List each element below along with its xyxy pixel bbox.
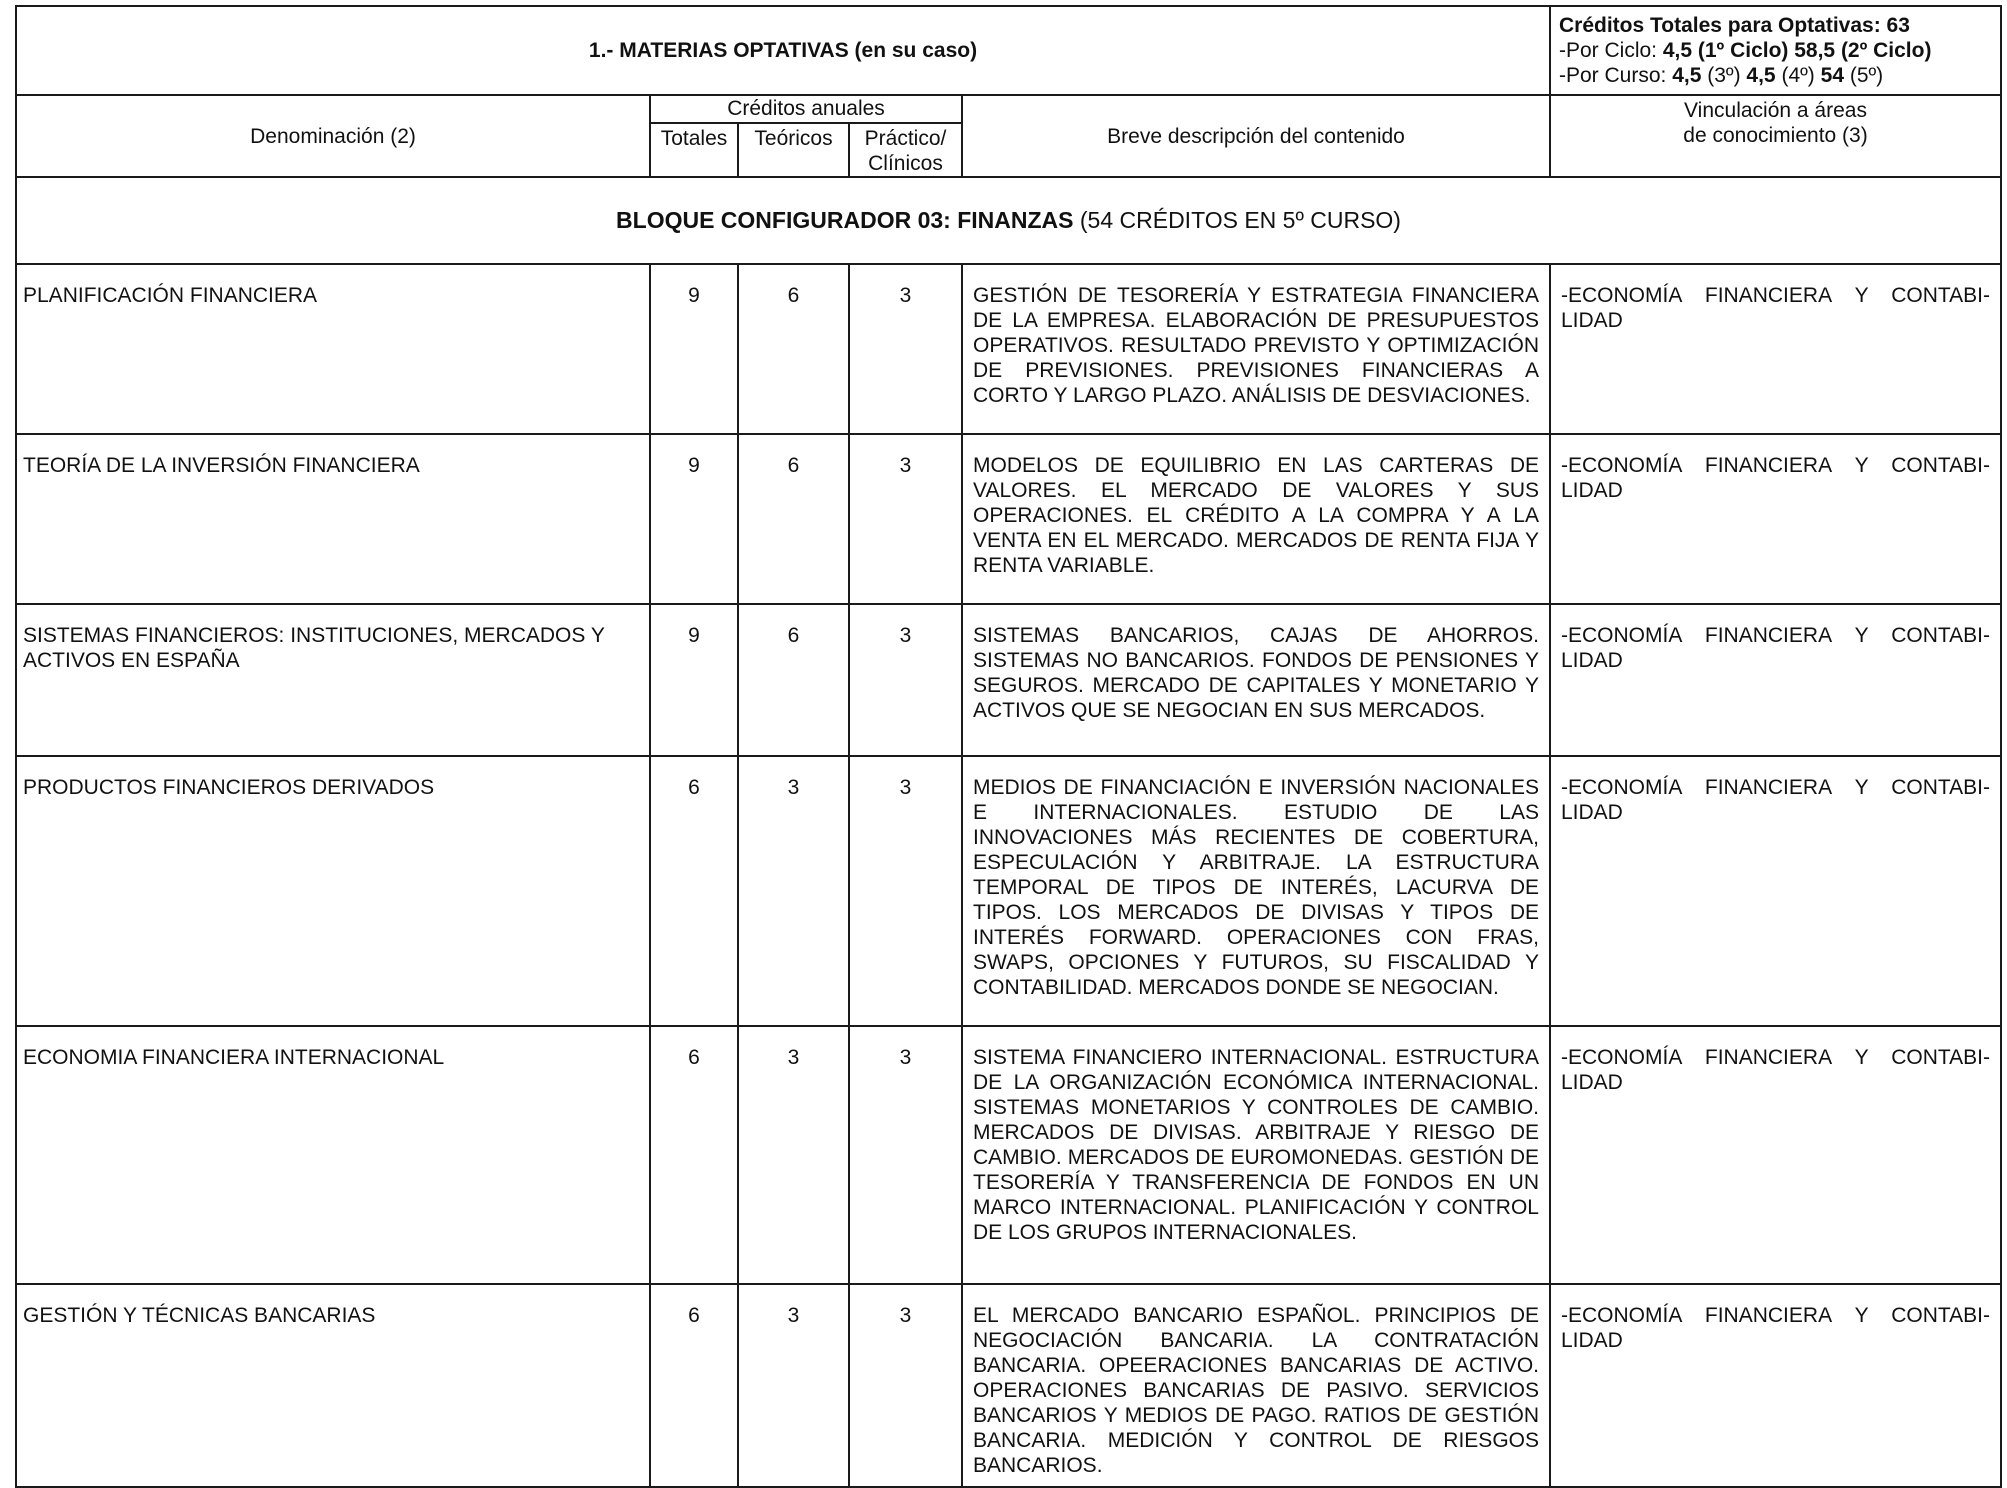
credits-practicos: 3	[849, 1026, 962, 1284]
knowledge-area-word: -ECONOMÍA	[1561, 454, 1683, 477]
title-row	[16, 6, 2001, 95]
knowledge-area-word: CONTABI-	[1891, 776, 1990, 799]
credits-practicos: 3	[849, 1284, 962, 1487]
knowledge-area-word: -ECONOMÍA	[1561, 1046, 1683, 1069]
credits-totales: 6	[650, 1026, 738, 1284]
knowledge-area-word: -ECONOMÍA	[1561, 624, 1683, 647]
col-practicos-line1: Práctico/	[864, 127, 947, 150]
column-header-row-1	[16, 95, 2001, 123]
credits-por-ciclo: -Por Ciclo: 4,5 (1º Ciclo) 58,5 (2º Ciclo)	[1559, 39, 1932, 62]
credits-teoricos: 6	[738, 434, 849, 604]
knowledge-area-word: CONTABI-	[1891, 1304, 1990, 1327]
subject-name: TEORÍA DE LA INVERSIÓN FINANCIERA	[16, 434, 650, 604]
col-denominacion: Denominación (2)	[16, 95, 650, 177]
table-row	[16, 604, 2001, 756]
subject-description: GESTIÓN DE TESORERÍA Y ESTRATEGIA FINANCIERA DE LA EMPRESA. ELABORACIÓN DE PRESUPUESTOS OPERATIVOS. RESULTADO PREVISTO Y OPTIMIZACIÓN DE PREVISIONES. PREVISIONES FINANCIERAS A CORTO Y LARGO PLAZO. ANÁLISIS DE DESVIACIONES.	[962, 264, 1550, 434]
knowledge-area-line2: LIDAD	[1561, 309, 1623, 332]
knowledge-area-word: CONTABI-	[1891, 624, 1990, 647]
credits-teoricos: 3	[738, 1284, 849, 1487]
credits-totales: 6	[650, 1284, 738, 1487]
knowledge-area-line1	[1561, 1303, 1990, 1328]
knowledge-area-word: FINANCIERA	[1704, 624, 1833, 647]
knowledge-area-line1	[1561, 623, 1990, 648]
credits-practicos: 3	[849, 264, 962, 434]
col-teoricos: Teóricos	[738, 123, 849, 177]
subject-description: SISTEMA FINANCIERO INTERNACIONAL. ESTRUCTURA DE LA ORGANIZACIÓN ECONÓMICA INTERNACIONAL. SISTEMAS MONETARIOS Y CONTROLES DE CAMBIO. MERCADOS DE DIVISAS. ARBITRAJE Y RIESGO DE CAMBIO. MERCADOS DE EUROMONEDAS. GESTIÓN DE TESORERÍA Y TRANSFERENCIA DE FONDOS EN UN MARCO INTERNACIONAL. PLANIFICACIÓN Y CONTROL DE LOS GRUPOS INTERNACIONALES.	[962, 1026, 1550, 1284]
knowledge-area-word: FINANCIERA	[1704, 776, 1833, 799]
block-label: BLOQUE CONFIGURADOR 03: FINANZAS	[616, 207, 1074, 233]
optativas-table	[15, 5, 2002, 1488]
col-descripcion: Breve descripción del contenido	[962, 95, 1550, 177]
knowledge-area-line2: LIDAD	[1561, 649, 1623, 672]
col-vinculacion-line2: de conocimiento (3)	[1683, 124, 1868, 147]
block-detail: (54 CRÉDITOS EN 5º CURSO)	[1073, 207, 1401, 233]
knowledge-area-word: FINANCIERA	[1704, 284, 1833, 307]
knowledge-area-word: CONTABI-	[1891, 454, 1990, 477]
table-row	[16, 434, 2001, 604]
subject-rows	[16, 264, 2001, 1487]
knowledge-area-line1	[1561, 283, 1990, 308]
subject-description: MODELOS DE EQUILIBRIO EN LAS CARTERAS DE VALORES. EL MERCADO DE VALORES Y SUS OPERACIONES. EL CRÉDITO A LA COMPRA Y A LA VENTA EN EL MERCADO. MERCADOS DE RENTA FIJA Y RENTA VARIABLE.	[962, 434, 1550, 604]
credits-teoricos: 3	[738, 1026, 849, 1284]
table-row	[16, 264, 2001, 434]
knowledge-area-word: -ECONOMÍA	[1561, 1304, 1683, 1327]
knowledge-area-word: CONTABI-	[1891, 284, 1990, 307]
subject-description: MEDIOS DE FINANCIACIÓN E INVERSIÓN NACIONALES E INTERNACIONALES. ESTUDIO DE LAS INNOVACIONES MÁS RECIENTES DE COBERTURA, ESPECULACIÓN Y ARBITRAJE. LA ESTRUCTURA TEMPORAL DE TIPOS DE INTERÉS, LACURVA DE TIPOS. LOS MERCADOS DE DIVISAS Y TIPOS DE INTERÉS FORWARD. OPERACIONES CON FRAS, SWAPS, OPCIONES Y FUTUROS, SU FISCALIDAD Y CONTABILIDAD. MERCADOS DONDE SE NEGOCIAN.	[962, 756, 1550, 1026]
knowledge-area-word: -ECONOMÍA	[1561, 776, 1683, 799]
knowledge-area	[1550, 434, 2001, 604]
credits-teoricos: 6	[738, 604, 849, 756]
subject-name: ECONOMIA FINANCIERA INTERNACIONAL	[16, 1026, 650, 1284]
knowledge-area-word: Y	[1854, 1046, 1869, 1069]
knowledge-area-line1	[1561, 775, 1990, 800]
col-practicos	[849, 123, 962, 177]
knowledge-area-word: FINANCIERA	[1704, 454, 1833, 477]
credits-totales: 9	[650, 264, 738, 434]
knowledge-area-line1	[1561, 1045, 1990, 1070]
credits-practicos: 3	[849, 756, 962, 1026]
credits-teoricos: 6	[738, 264, 849, 434]
credits-por-curso: -Por Curso: 4,5 (3º) 4,5 (4º) 54 (5º)	[1559, 64, 1884, 87]
col-creditos-anuales: Créditos anuales	[650, 95, 962, 123]
knowledge-area-line2: LIDAD	[1561, 1071, 1623, 1094]
knowledge-area	[1550, 264, 2001, 434]
credits-totales: 9	[650, 434, 738, 604]
knowledge-area	[1550, 604, 2001, 756]
credits-practicos: 3	[849, 434, 962, 604]
subject-description: SISTEMAS BANCARIOS, CAJAS DE AHORROS. SISTEMAS NO BANCARIOS. FONDOS DE PENSIONES Y SEGUROS. MERCADO DE CAPITALES Y MONETARIO Y ACTIVOS QUE SE NEGOCIAN EN SUS MERCADOS.	[962, 604, 1550, 756]
subject-name: SISTEMAS FINANCIEROS: INSTITUCIONES, MERCADOS Y ACTIVOS EN ESPAÑA	[16, 604, 650, 756]
knowledge-area-line1	[1561, 453, 1990, 478]
knowledge-area-word: -ECONOMÍA	[1561, 284, 1683, 307]
subject-description: EL MERCADO BANCARIO ESPAÑOL. PRINCIPIOS DE NEGOCIACIÓN BANCARIA. LA CONTRATACIÓN BANCARIA. OPEERACIONES BANCARIAS DE ACTIVO. OPERACIONES BANCARIAS DE PASIVO. SERVICIOS BANCARIOS Y MEDIOS DE PAGO. RATIOS DE GESTIÓN BANCARIA. MEDICIÓN Y CONTROL DE RIESGOS BANCARIOS.	[962, 1284, 1550, 1487]
table-row	[16, 1026, 2001, 1284]
credits-totales: 9	[650, 604, 738, 756]
knowledge-area-word: Y	[1854, 284, 1869, 307]
knowledge-area-line2: LIDAD	[1561, 479, 1623, 502]
knowledge-area-word: Y	[1854, 454, 1869, 477]
table-row	[16, 1284, 2001, 1487]
knowledge-area-line2: LIDAD	[1561, 801, 1623, 824]
knowledge-area-line2: LIDAD	[1561, 1329, 1623, 1352]
block-header	[16, 177, 2001, 264]
col-practicos-line2: Clínicos	[868, 152, 943, 175]
col-vinculacion	[1550, 95, 2001, 177]
col-vinculacion-line1: Vinculación a áreas	[1684, 99, 1867, 122]
subject-name: GESTIÓN Y TÉCNICAS BANCARIAS	[16, 1284, 650, 1487]
block-header-row	[16, 177, 2001, 264]
credits-summary	[1550, 6, 2001, 95]
knowledge-area-word: Y	[1854, 776, 1869, 799]
knowledge-area-word: FINANCIERA	[1704, 1046, 1833, 1069]
credits-teoricos: 3	[738, 756, 849, 1026]
knowledge-area	[1550, 1284, 2001, 1487]
table-row	[16, 756, 2001, 1026]
knowledge-area-word: Y	[1854, 624, 1869, 647]
knowledge-area-word: Y	[1854, 1304, 1869, 1327]
subject-name: PRODUCTOS FINANCIEROS DERIVADOS	[16, 756, 650, 1026]
col-totales: Totales	[650, 123, 738, 177]
knowledge-area-word: FINANCIERA	[1704, 1304, 1833, 1327]
credits-total: Créditos Totales para Optativas: 63	[1559, 14, 1910, 37]
table-title: 1.- MATERIAS OPTATIVAS (en su caso)	[16, 6, 1550, 95]
credits-practicos: 3	[849, 604, 962, 756]
credits-totales: 6	[650, 756, 738, 1026]
subject-name: PLANIFICACIÓN FINANCIERA	[16, 264, 650, 434]
knowledge-area	[1550, 756, 2001, 1026]
knowledge-area	[1550, 1026, 2001, 1284]
knowledge-area-word: CONTABI-	[1891, 1046, 1990, 1069]
